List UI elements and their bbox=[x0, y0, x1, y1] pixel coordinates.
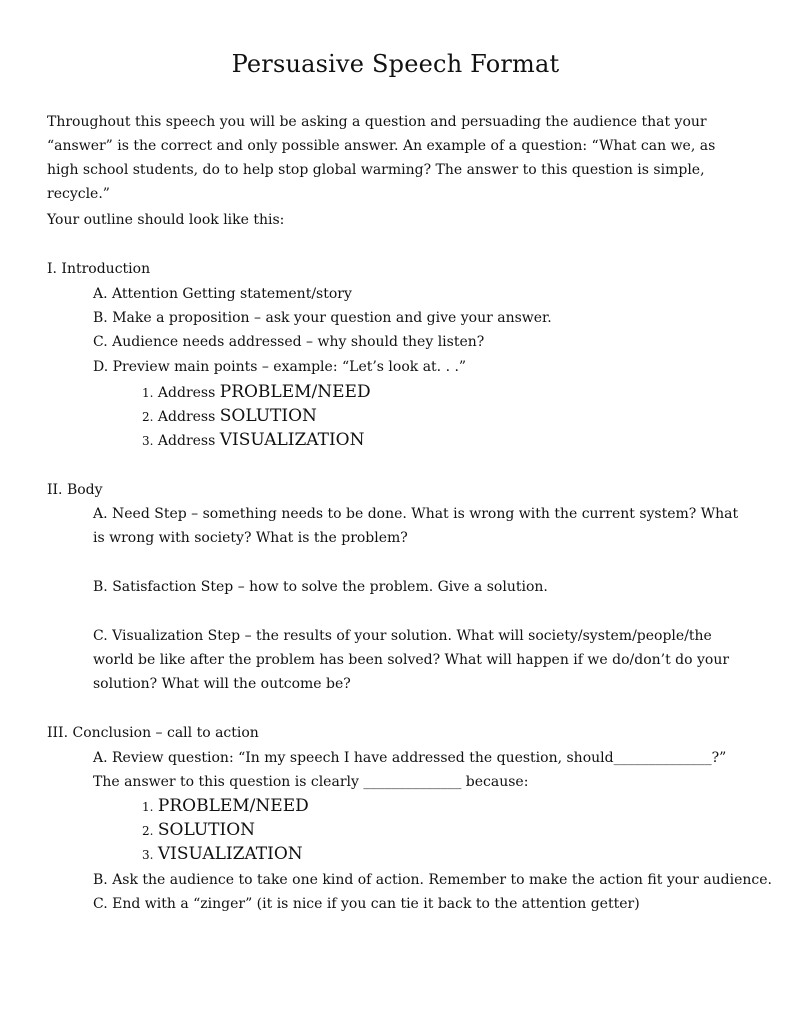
preview-point-1 bbox=[142, 380, 371, 405]
body-item-c: C. Visualization Step – the results of your solution. What will society/system/people/the world be like after the problem has been solved? What will happen if we do/don’t do your solution? What will the outcome be? bbox=[93, 628, 730, 692]
conclusion-point-1 bbox=[142, 794, 309, 819]
conclusion-point-3 bbox=[142, 842, 303, 867]
point-word: PROBLEM/NEED bbox=[219, 382, 371, 402]
body-item-a: A. Need Step – something needs to be done. What is wrong with the current system? What is wrong with society? What is the problem? bbox=[93, 506, 739, 546]
intro-item-b: B. Make a proposition – ask your question and give your answer. bbox=[93, 310, 552, 326]
point-word: PROBLEM/NEED bbox=[157, 796, 309, 816]
page-title: Persuasive Speech Format bbox=[231, 50, 560, 78]
intro-paragraph: Throughout this speech you will be asking a question and persuading the audience that your “answer” is the correct and only possible answer. An example of a question: “What can we, as high school students, do to help stop global warming? The answer to this question is simple, recycle.” bbox=[47, 114, 716, 202]
point-number: 3. bbox=[142, 848, 154, 862]
conclusion-answer-line: The answer to this question is clearly ______________ because: bbox=[93, 774, 529, 790]
point-number: 1. bbox=[142, 386, 154, 400]
preview-point-2 bbox=[142, 404, 317, 429]
body-item-b: B. Satisfaction Step – how to solve the problem. Give a solution. bbox=[93, 579, 548, 595]
conclusion-point-2 bbox=[142, 818, 255, 843]
preview-point-3 bbox=[142, 428, 365, 453]
intro-item-d: D. Preview main points – example: “Let’s look at. . .” bbox=[93, 359, 467, 375]
conclusion-item-b: B. Ask the audience to take one kind of action. Remember to make the action fit your audience. bbox=[93, 872, 772, 888]
point-word: SOLUTION bbox=[219, 406, 317, 426]
conclusion-item-a: A. Review question: “In my speech I have addressed the question, should______________?” bbox=[93, 750, 727, 766]
intro-item-a: A. Attention Getting statement/story bbox=[93, 286, 352, 302]
point-number: 2. bbox=[142, 410, 154, 424]
outline-note: Your outline should look like this: bbox=[47, 212, 285, 228]
conclusion-item-c: C. End with a “zinger” (it is nice if you can tie it back to the attention getter) bbox=[93, 896, 640, 912]
point-word: VISUALIZATION bbox=[219, 430, 365, 450]
section-body-heading: II. Body bbox=[47, 482, 103, 498]
point-word: SOLUTION bbox=[157, 820, 256, 840]
intro-item-c: C. Audience needs addressed – why should they listen? bbox=[93, 334, 485, 350]
point-prefix: Address bbox=[157, 409, 216, 425]
point-number: 2. bbox=[142, 824, 154, 838]
section-conclusion-heading: III. Conclusion – call to action bbox=[47, 725, 259, 741]
point-prefix: Address bbox=[157, 385, 216, 401]
section-introduction-heading: I. Introduction bbox=[47, 261, 151, 277]
point-number: 3. bbox=[142, 434, 154, 448]
point-prefix: Address bbox=[157, 433, 216, 449]
point-number: 1. bbox=[142, 800, 154, 814]
point-word: VISUALIZATION bbox=[157, 844, 303, 864]
